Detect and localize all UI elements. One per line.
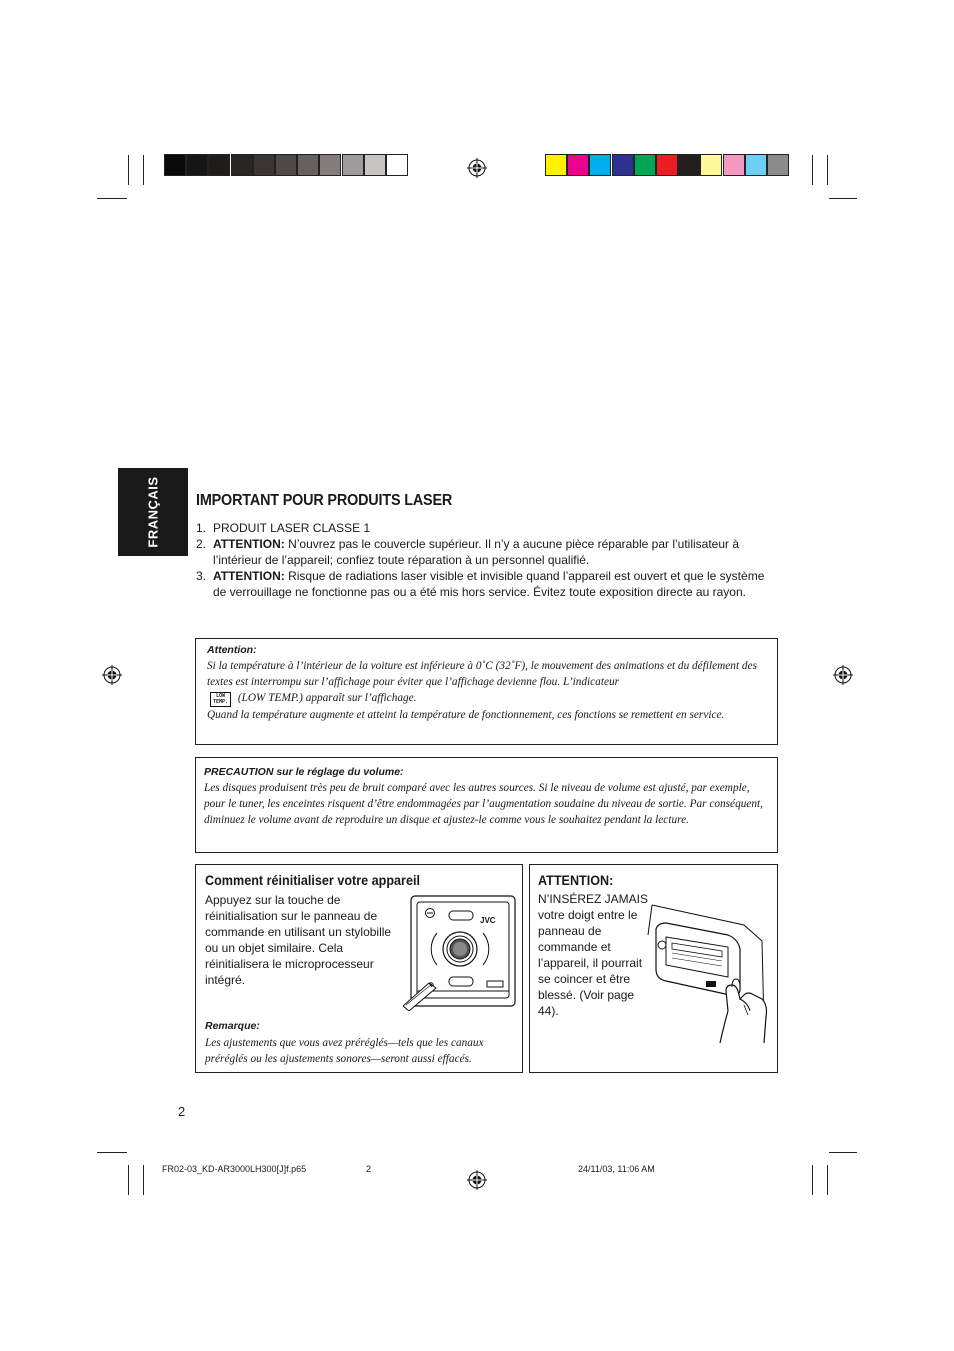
color-swatch <box>186 154 208 176</box>
color-swatch <box>745 154 767 176</box>
footer-date: 24/11/03, 11:06 AM <box>578 1164 655 1174</box>
registration-mark-icon <box>467 158 487 178</box>
color-swatch <box>231 154 253 176</box>
attention-note-line: (LOW TEMP.) apparaît sur l’affichage. <box>235 692 417 704</box>
list-item-number: 1. <box>196 521 207 535</box>
reset-instructions-box <box>195 864 523 1073</box>
reset-panel-illustration <box>403 893 517 1011</box>
low-temp-indicator-top: LOW <box>215 693 226 699</box>
color-swatch <box>208 154 230 176</box>
remark-title: Remarque: <box>205 1020 260 1032</box>
color-swatch <box>656 154 678 176</box>
list-item-text: PRODUIT LASER CLASSE 1 <box>213 521 371 535</box>
finger-warning-text: N’INSÉREZ JAMAIS votre doigt entre le panneau de commande et l’appareil, il pourrait se coincer et être blessé. (Voir page 44). <box>538 892 649 1018</box>
registration-mark-icon <box>467 1170 487 1190</box>
finger-warning-box <box>529 864 778 1073</box>
list-item <box>196 520 780 536</box>
language-tab <box>118 468 188 556</box>
list-item-number: 2. <box>196 537 207 551</box>
color-swatch <box>700 154 722 176</box>
footer-file-name: FR02-03_KD-AR3000LH300[J]f.p65 <box>162 1164 307 1174</box>
color-swatch <box>634 154 656 176</box>
color-swatch <box>767 154 789 176</box>
color-swatch <box>567 154 589 176</box>
color-swatch <box>342 154 364 176</box>
list-item-text: N’ouvrez pas le couvercle supérieur. Il n’y a aucune pièce réparable par l’utilisateur à l’intérieur de l’appareil; confiez toute réparation à un personnel qualifié. <box>213 537 740 567</box>
volume-precaution-box <box>195 757 778 853</box>
color-swatch <box>364 154 386 176</box>
color-swatch <box>297 154 319 176</box>
color-swatch <box>386 154 408 176</box>
attention-note-line: Quand la température augmente et atteint la température de fonctionnement, ces fonctions se remettent en service. <box>207 709 725 721</box>
hand-panel-illustration <box>644 895 776 1043</box>
list-item-label: ATTENTION: <box>213 569 285 583</box>
low-temp-indicator-icon <box>210 692 231 707</box>
page-number: 2 <box>178 1104 186 1119</box>
color-swatch <box>612 154 634 176</box>
attention-note-title: Attention: <box>207 644 257 656</box>
list-item-text: Risque de radiations laser visible et invisible quand l’appareil est ouvert et que le système de verrouillage ne fonctionne pas ou a été mis hors service. Évitez toute exposition directe au rayon. <box>213 569 765 599</box>
footer-page: 2 <box>366 1164 372 1174</box>
color-swatch <box>275 154 297 176</box>
attention-note-box <box>195 638 778 745</box>
reset-text: Appuyez sur la touche de réinitialisation sur le panneau de commande en utilisant un stylobille ou un objet similaire. Cela réinitialisera le microprocesseur intégré. <box>205 893 392 987</box>
reset-title: Comment réinitialiser votre appareil <box>205 872 420 888</box>
color-swatch <box>678 154 700 176</box>
language-tab-label: FRANÇAIS <box>145 476 161 548</box>
color-swatch <box>723 154 745 176</box>
jvc-logo: JVC <box>480 916 496 925</box>
volume-precaution-text: Les disques produisent très peu de bruit comparé avec les autres sources. Si le niveau de volume est ajusté, par exemple, pour le tuner, les enceintes risquent d’être endommagées par l’augmentation soudaine du niveau de sortie. Par conséquent, diminuez le volume avant de reproduire un disque et ajustez-le comme vous le souhaitez pendant la lecture. <box>204 782 763 826</box>
laser-warning-list <box>196 520 780 600</box>
registration-mark-icon <box>833 665 853 685</box>
low-temp-indicator-bottom: TEMP. <box>212 699 229 705</box>
list-item-label: ATTENTION: <box>213 537 285 551</box>
color-swatch <box>545 154 567 176</box>
color-swatch <box>164 154 186 176</box>
section-title-laser: IMPORTANT POUR PRODUITS LASER <box>196 492 453 509</box>
list-item <box>196 568 780 600</box>
color-swatch <box>253 154 275 176</box>
attention-note-text <box>207 658 767 723</box>
volume-precaution-title: PRECAUTION sur le réglage du volume: <box>204 766 404 778</box>
color-swatch <box>589 154 611 176</box>
remark-text: Les ajustements que vous avez préréglés—tels que les canaux préréglés ou les ajustements sonores—seront aussi effacés. <box>205 1037 484 1065</box>
color-swatch <box>319 154 341 176</box>
registration-mark-icon <box>102 665 122 685</box>
list-item-number: 3. <box>196 569 207 583</box>
attention-note-line: Si la température à l’intérieur de la voiture est inférieure à 0˚C (32˚F), le mouvement des animations et du défilement des textes est interrompu sur l’affichage pour éviter que l’affichage devienne flou. L’indicateur <box>207 660 757 688</box>
finger-warning-title: ATTENTION: <box>538 872 614 888</box>
list-item <box>196 536 780 568</box>
